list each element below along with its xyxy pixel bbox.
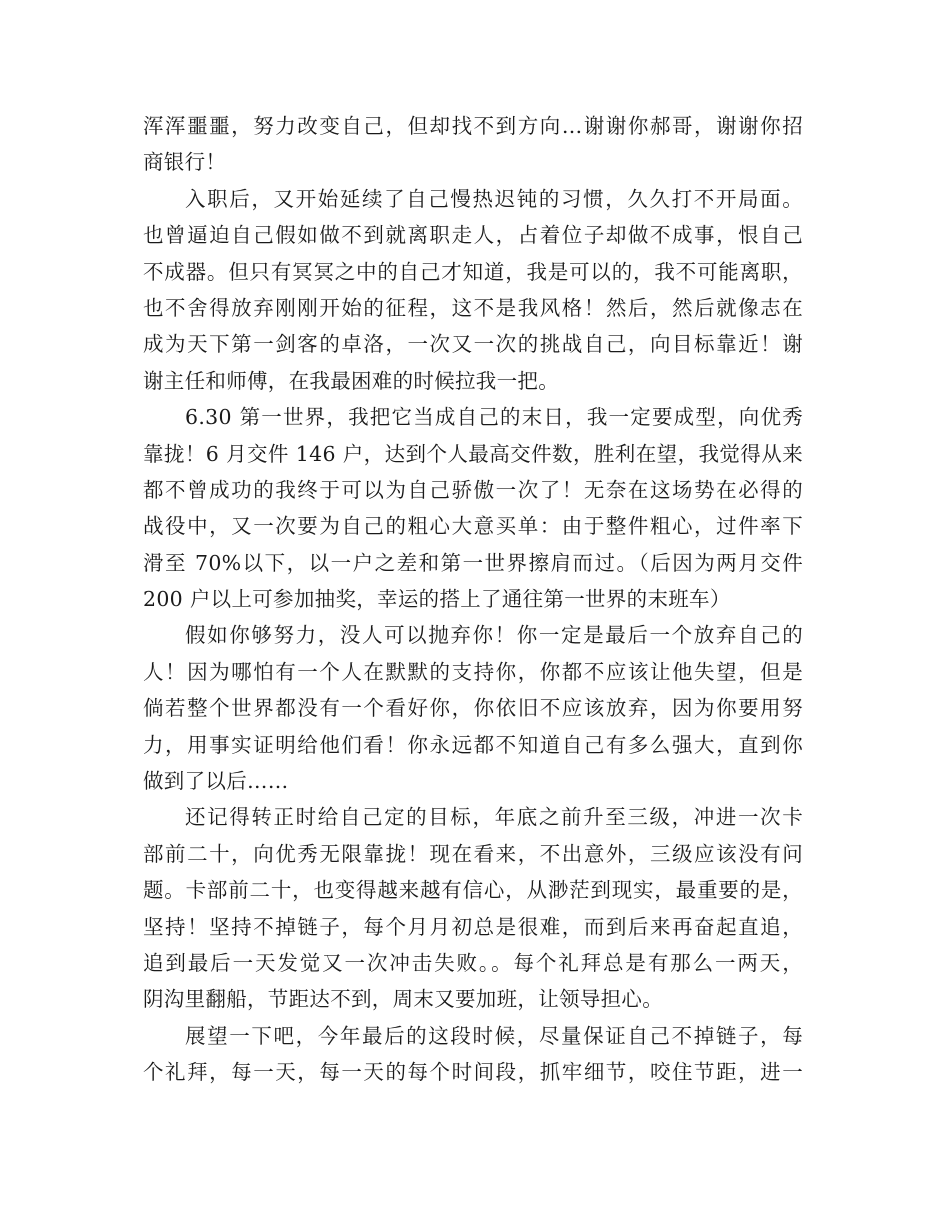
- text-line: 个礼拜，每一天，每一天的每个时间段，抓牢细节，咬住节距，进一: [143, 1060, 803, 1085]
- text-line: 也不舍得放弃刚刚开始的征程，这不是我风格！然后，然后就像志在: [143, 295, 803, 320]
- text-line: 靠拢！6 月交件 146 户，达到个人最高交件数，胜利在望，我觉得从来: [143, 441, 803, 466]
- text-line: 6.30 第一世界，我把它当成自己的末日，我一定要成型，向优秀: [185, 405, 803, 430]
- text-line: 滑至 70%以下，以一户之差和第一世界擦肩而过。（后因为两月交件: [143, 550, 803, 575]
- text-line: 倘若整个世界都没有一个看好你，你依旧不应该放弃，因为你要用努: [143, 696, 803, 721]
- document-body: [143, 108, 803, 1091]
- text-line: 阴沟里翻船，节距达不到，周末又要加班，让领导担心。: [143, 987, 663, 1012]
- text-line: 都不曾成功的我终于可以为自己骄傲一次了！无奈在这场势在必得的: [143, 477, 803, 502]
- text-line: 追到最后一天发觉又一次冲击失败。。每个礼拜总是有那么一两天，: [143, 950, 803, 975]
- text-line: 谢主任和师傅，在我最困难的时候拉我一把。: [143, 368, 559, 393]
- text-line: 200 户以上可参加抽奖，幸运的搭上了通往第一世界的末班车）: [143, 587, 731, 612]
- text-line: 做到了以后……: [143, 769, 289, 794]
- text-line: 题。卡部前二十，也变得越来越有信心，从渺茫到现实，最重要的是，: [143, 878, 803, 903]
- text-line: 人！因为哪怕有一个人在默默的支持你，你都不应该让他失望，但是: [143, 659, 803, 684]
- text-line: 浑浑噩噩，努力改变自己，但却找不到方向…谢谢你郝哥，谢谢你招: [143, 114, 803, 138]
- text-line: 坚持！坚持不掉链子，每个月月初总是很难，而到后来再奋起直追，: [143, 914, 803, 939]
- text-line: 展望一下吧，今年最后的这段时候，尽量保证自己不掉链子，每: [185, 1023, 803, 1048]
- text-line: 商银行！: [143, 150, 227, 175]
- text-line: 入职后，又开始延续了自己慢热迟钝的习惯，久久打不开局面。: [185, 186, 803, 211]
- text-line: 也曾逼迫自己假如做不到就离职走人，占着位子却做不成事，恨自己: [143, 223, 803, 248]
- text-line: 还记得转正时给自己定的目标，年底之前升至三级，冲进一次卡: [185, 805, 803, 830]
- text-line: 战役中，又一次要为自己的粗心大意买单：由于整件粗心，过件率下: [143, 514, 803, 539]
- text-line: 成为天下第一剑客的卓洛，一次又一次的挑战自己，向目标靠近！谢: [143, 332, 803, 357]
- text-line: 假如你够努力，没人可以抛弃你！你一定是最后一个放弃自己的: [185, 623, 803, 648]
- text-line: 不成器。但只有冥冥之中的自己才知道，我是可以的，我不可能离职，: [143, 259, 803, 284]
- text-line: 部前二十，向优秀无限靠拢！现在看来，不出意外，三级应该没有问: [143, 841, 803, 866]
- text-line: 力，用事实证明给他们看！你永远都不知道自己有多么强大，直到你: [143, 732, 803, 757]
